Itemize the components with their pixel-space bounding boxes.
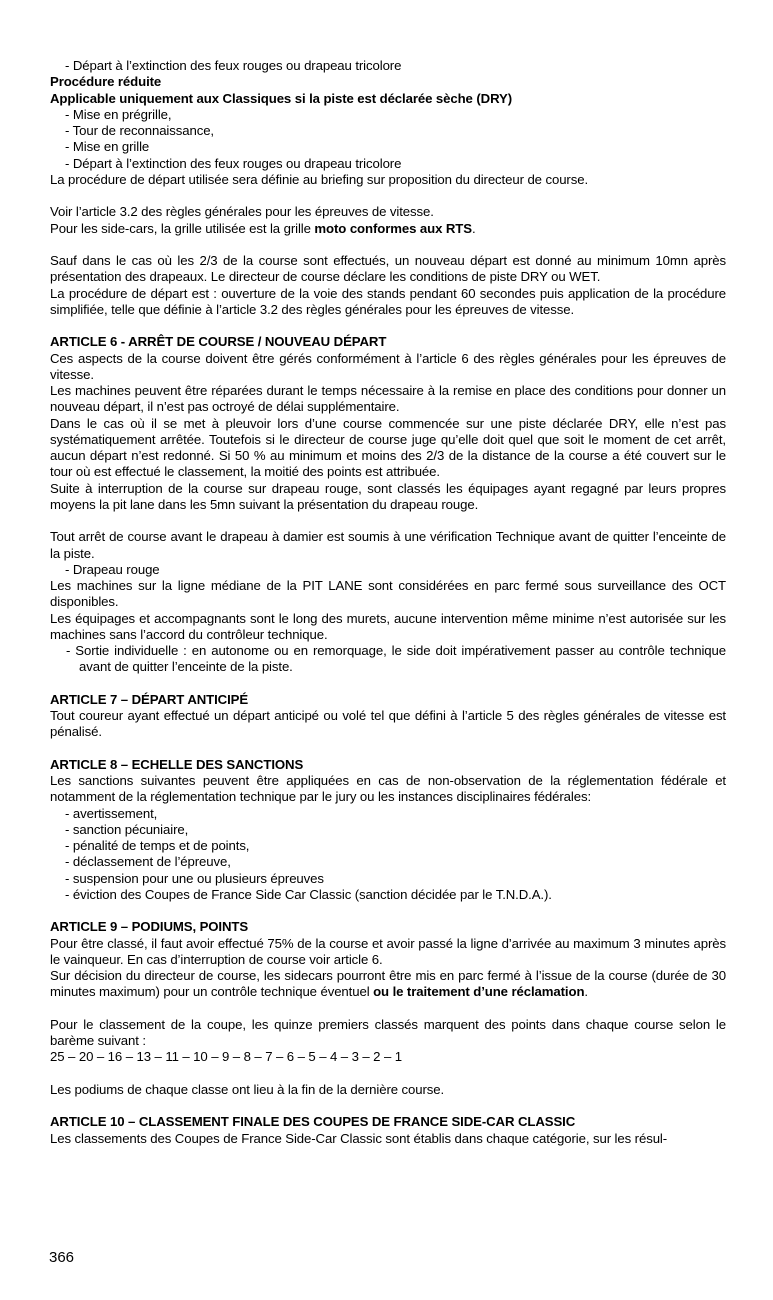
spacer: [50, 318, 726, 334]
document-body: [50, 58, 726, 1147]
heading: ARTICLE 10 – CLASSEMENT FINALE DES COUPES DE FRANCE SIDE-CAR CLASSIC: [50, 1114, 576, 1130]
heading: ARTICLE 9 – PODIUMS, POINTS: [50, 919, 249, 935]
paragraph: Pour les side-cars, la grille utilisée est la grille moto conformes aux RTS.: [50, 220, 476, 236]
spacer: [50, 1066, 726, 1082]
heading: Procédure réduite: [50, 74, 162, 90]
page-number: 366: [49, 1249, 75, 1266]
list-item-hanging: - Sortie individuelle : en autonome ou en remorquage, le side doit impérativement passer au contrôle technique avant de quitter l’enceinte de la piste.: [66, 643, 726, 675]
spacer: [50, 903, 726, 919]
spacer: [50, 741, 726, 757]
list-item: - sanction pécuniaire,: [65, 821, 189, 837]
list-item: - Mise en grille: [65, 139, 150, 155]
spacer: [50, 1098, 726, 1114]
list-item: - Départ à l’extinction des feux rouges ou drapeau tricolore: [65, 155, 402, 171]
paragraph: Les sanctions suivantes peuvent être appliquées en cas de non-observation de la réglementation fédérale et notamment de la réglementation technique par le jury ou les instances disciplinaires fédérales:: [50, 773, 726, 805]
paragraph: Les machines peuvent être réparées durant le temps nécessaire à la remise en place des conditions pour donner un nouveau départ, il n’est pas octroyé de délai supplémentaire.: [50, 383, 726, 415]
list-item: - Tour de reconnaissance,: [65, 123, 215, 138]
paragraph: Dans le cas où il se met à pleuvoir lors d’une course commencée sur une piste déclarée DRY, elle n’est pas systématiquement arrêtée. Toutefois si le directeur de course juge qu’elle doit quel que soit le moment de cet arrêt, aucun départ n’est redonné. Si 50 % au minimum et moins des 2/3 de la distance de la course a été couvert sur le tour où est effectué le classement, la moitié des points est attribuée.: [50, 415, 726, 480]
paragraph: Tout coureur ayant effectué un départ anticipé ou volé tel que défini à l’article 5 des règles générales de vitesse est pénalisé.: [50, 708, 726, 740]
list-item: - déclassement de l’épreuve,: [65, 854, 231, 870]
paragraph: Les podiums de chaque classe ont lieu à la fin de la dernière course.: [50, 1081, 445, 1097]
paragraph: Pour être classé, il faut avoir effectué 75% de la course et avoir passé la ligne d’arrivée au maximum 3 minutes après le vainqueur. En cas d’interruption de course voir article 6.: [50, 935, 726, 967]
paragraph: Les classements des Coupes de France Side-Car Classic sont établis dans chaque catégorie, sur les résul-: [50, 1130, 668, 1146]
spacer: [50, 237, 726, 253]
list-item: - suspension pour une ou plusieurs épreuves: [65, 870, 324, 886]
spacer: [50, 1001, 726, 1017]
list-item: - Drapeau rouge: [65, 561, 160, 577]
list-item: - avertissement,: [65, 805, 158, 821]
paragraph: 25 – 20 – 16 – 13 – 11 – 10 – 9 – 8 – 7 – 6 – 5 – 4 – 3 – 2 – 1: [50, 1049, 403, 1065]
list-item: - Départ à l’extinction des feux rouges ou drapeau tricolore: [65, 58, 402, 73]
paragraph: Sauf dans le cas où les 2/3 de la course sont effectués, un nouveau départ est donné au minimum 10mn après présentation des drapeaux. Le directeur de course déclare les conditions de piste DRY ou WET.: [50, 253, 726, 285]
spacer: [50, 188, 726, 204]
heading: ARTICLE 8 – ECHELLE DES SANCTIONS: [50, 756, 304, 772]
list-item: - pénalité de temps et de points,: [65, 838, 250, 853]
paragraph: La procédure de départ utilisée sera définie au briefing sur proposition du directeur de course.: [50, 171, 589, 187]
paragraph: Tout arrêt de course avant le drapeau à damier est soumis à une vérification Technique avant de quitter l’enceinte de la piste.: [50, 529, 726, 561]
spacer: [50, 513, 726, 529]
paragraph: Les machines sur la ligne médiane de la PIT LANE sont considérées en parc fermé sous surveillance des OCT disponibles.: [50, 578, 726, 610]
paragraph: Ces aspects de la course doivent être gérés conformément à l’article 6 des règles générales pour les épreuves de vitesse.: [50, 350, 726, 382]
heading: ARTICLE 6 - ARRÊT DE COURSE / NOUVEAU DÉPART: [50, 334, 387, 350]
spacer: [50, 676, 726, 692]
paragraph: La procédure de départ est : ouverture de la voie des stands pendant 60 secondes puis application de la procédure simplifiée, telle que définie à l’article 3.2 des règles générales pour les épreuves de vitesse.: [50, 285, 726, 317]
heading: Applicable uniquement aux Classiques si la piste est déclarée sèche (DRY): [50, 90, 512, 106]
paragraph: Pour le classement de la coupe, les quinze premiers classés marquent des points dans chaque course selon le barème suivant :: [50, 1016, 726, 1048]
paragraph: Les équipages et accompagnants sont le long des murets, aucune intervention même minime n’est autorisée sur les machines sans l’accord du contrôleur technique.: [50, 610, 726, 642]
paragraph: Suite à interruption de la course sur drapeau rouge, sont classés les équipages ayant regagné par leurs propres moyens la pit lane dans les 5mn suivant la présentation du drapeau rouge.: [50, 480, 726, 512]
list-item: - éviction des Coupes de France Side Car Classic (sanction décidée par le T.N.D.A.).: [65, 886, 552, 902]
list-item: - Mise en prégrille,: [65, 106, 172, 122]
paragraph: Voir l’article 3.2 des règles générales pour les épreuves de vitesse.: [50, 204, 434, 220]
heading: ARTICLE 7 – DÉPART ANTICIPÉ: [50, 691, 249, 707]
paragraph: Sur décision du directeur de course, les sidecars pourront être mis en parc fermé à l’issue de la course (durée de 30 minutes maximum) pour un contrôle technique éventuel ou le traitement d’une réclamation.: [50, 968, 726, 1000]
